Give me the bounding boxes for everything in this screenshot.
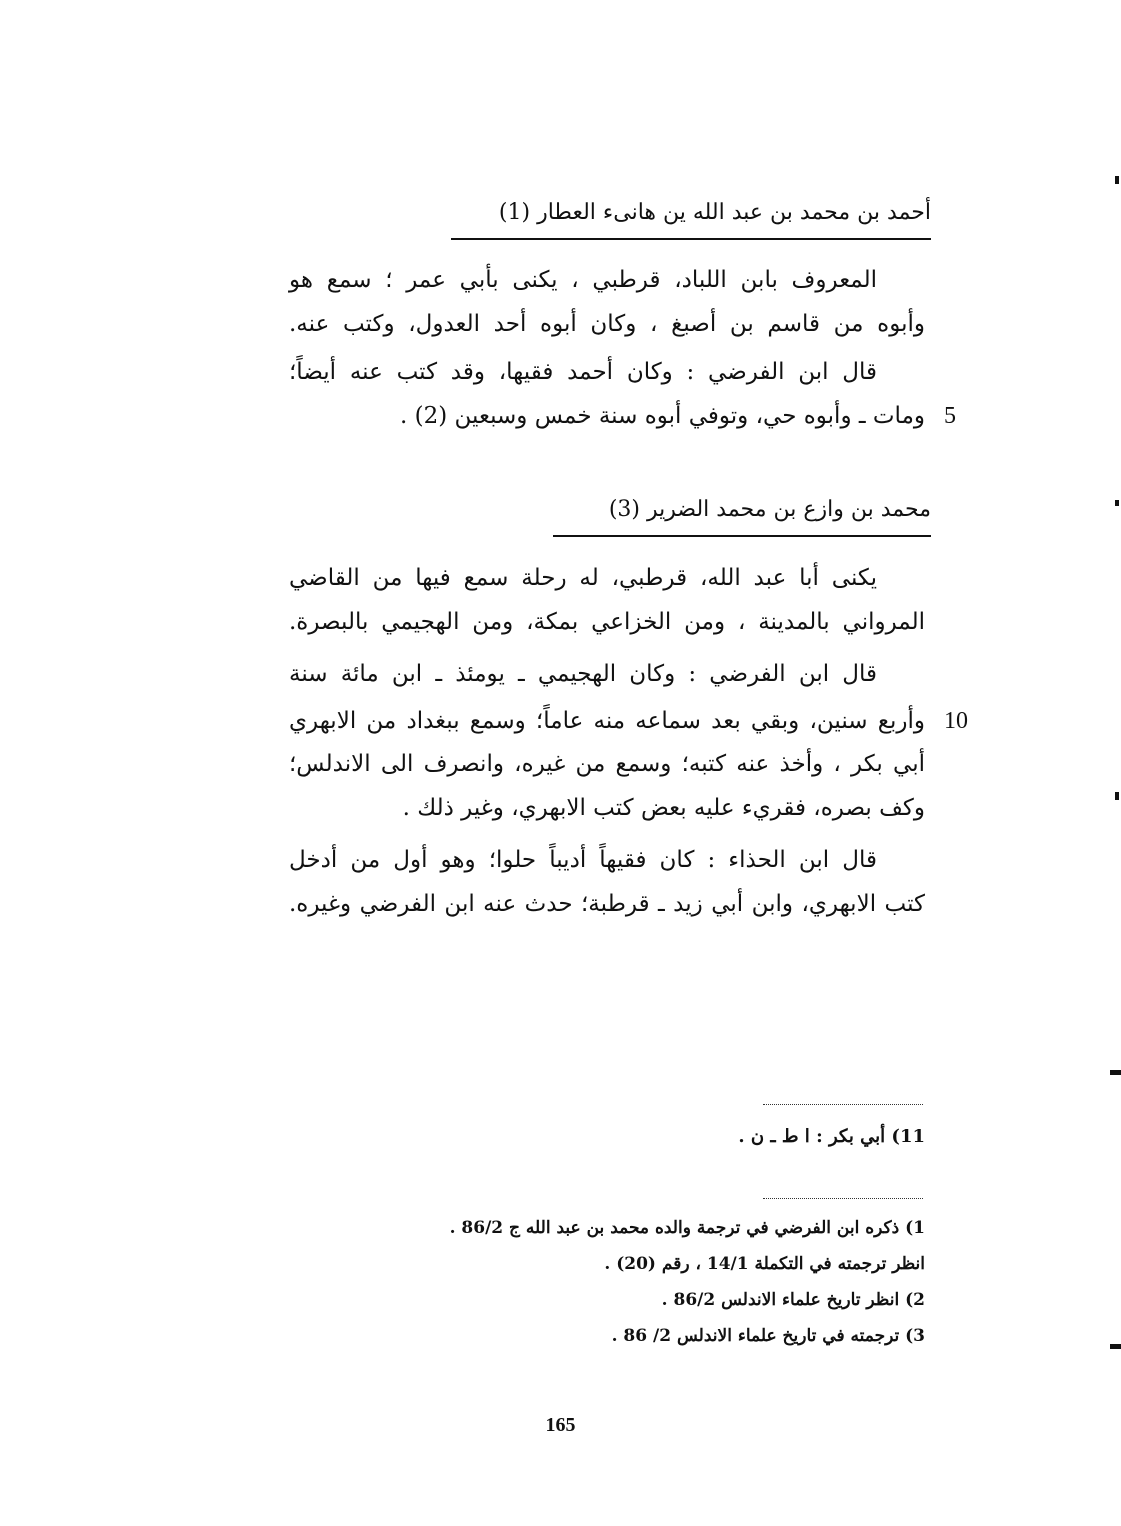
scan-mark	[1110, 1070, 1121, 1075]
scan-mark	[1115, 792, 1119, 800]
footnote: 1) ذكره ابن الفرضي في ترجمة والده محمد بن عبد الله ج 86/2 .	[449, 1218, 925, 1238]
text-line: وأبوه من قاسم بن أصبغ ، وكان أبوه أحد العدول، وكتب عنه.	[289, 311, 925, 337]
text-line: وأربع سنين، وبقي بعد سماعه منه عاماً؛ وسمع ببغداد من الابهري	[289, 708, 925, 734]
scan-mark	[1110, 1344, 1121, 1349]
text-line: قال ابن الحذاء : كان فقيهاً أديباً حلوا؛ وهو أول من أدخل	[289, 847, 877, 873]
text-line: كتب الابهري، وابن أبي زيد ـ قرطبة؛ حدث عنه ابن الفرضي وغيره.	[289, 891, 925, 917]
line-number: 10	[944, 708, 968, 734]
text-line: قال ابن الفرضي : وكان أحمد فقيها، وقد كتب عنه أيضاً؛	[289, 359, 877, 385]
title-underline	[451, 238, 931, 240]
text-line: قال ابن الفرضي : وكان الهجيمي ـ يومئذ ـ ابن مائة سنة	[289, 661, 877, 687]
text-line: ومات ـ وأبوه حي، وتوفي أبوه سنة خمس وسبعين (2) .	[399, 403, 925, 429]
page-number: 165	[545, 1414, 576, 1436]
footnote: انظر ترجمته في التكملة 14/1 ، رقم (20) .	[604, 1254, 925, 1274]
footnotes-divider	[763, 1198, 923, 1199]
scan-mark	[1115, 500, 1119, 506]
text-line: المعروف بابن اللباد، قرطبي ، يكنى بأبي عمر ؛ سمع هو	[289, 267, 877, 293]
apparatus-divider	[763, 1104, 923, 1105]
scan-mark	[1115, 176, 1119, 184]
text-line: أبي بكر ، وأخذ عنه كتبه؛ وسمع من غيره، وانصرف الى الاندلس؛	[289, 751, 925, 777]
title-underline	[553, 535, 931, 537]
text-line: وكف بصره، فقريء عليه بعض كتب الابهري، وغير ذلك .	[402, 795, 925, 821]
line-number: 5	[944, 403, 956, 429]
text-line: المرواني بالمدينة ، ومن الخزاعي بمكة، ومن الهجيمي بالبصرة.	[289, 609, 925, 635]
text-line: يكنى أبا عبد الله، قرطبي، له رحلة سمع فيها من القاضي	[289, 565, 877, 591]
entry-title: محمد بن وازع بن محمد الضرير (3)	[608, 497, 931, 522]
footnote: 3) ترجمته في تاريخ علماء الاندلس 2/ 86 .	[611, 1326, 925, 1346]
footnote: 2) انظر تاريخ علماء الاندلس 86/2 .	[661, 1290, 925, 1310]
variant-note: 11) أبي بكر : ا ط ـ ن .	[738, 1126, 925, 1147]
entry-title: أحمد بن محمد بن عبد الله ين هانىء العطار (1)	[498, 200, 931, 225]
